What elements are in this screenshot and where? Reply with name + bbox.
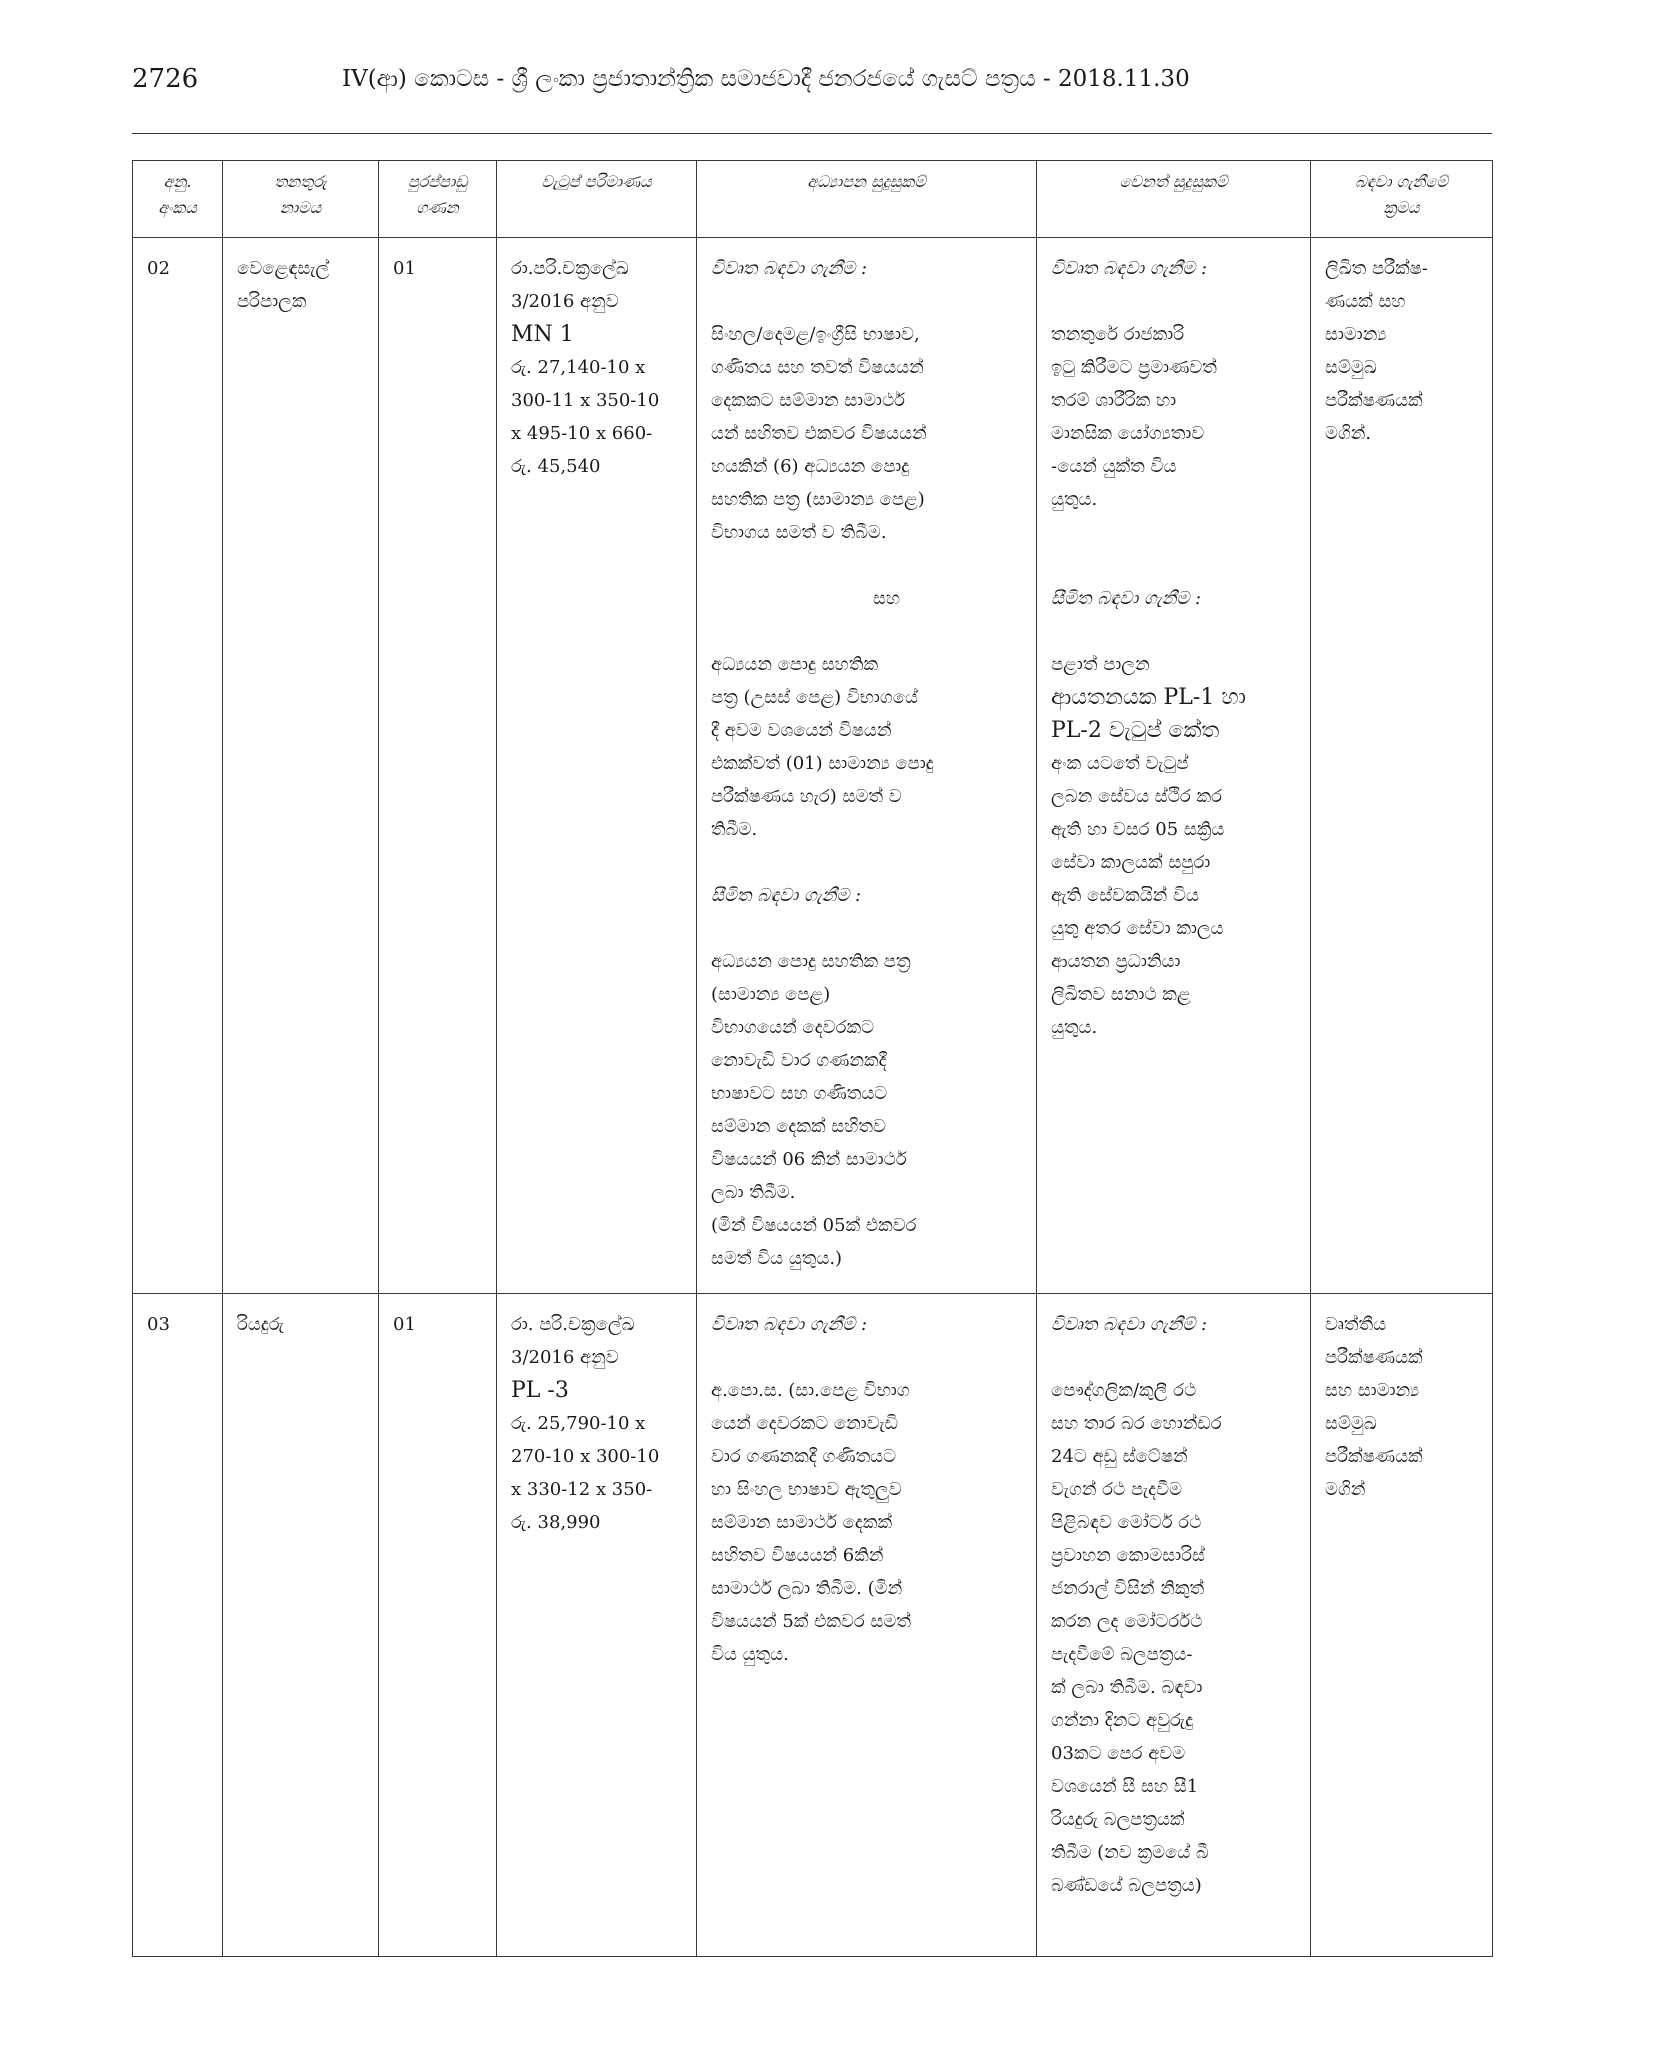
cell-text-line: ක් ලබා තිබීම. බඳවා — [1051, 1677, 1203, 1698]
vacancy-table — [132, 160, 1493, 1957]
cell-text-line: සාමාන්‍ය — [1325, 324, 1387, 345]
cell-text-line: තනතුරේ රාජකාරි — [1051, 324, 1185, 345]
page-number: 2726 — [132, 64, 199, 94]
cell-text-line: සම්මාන දෙකක් සහිතව — [711, 1116, 886, 1137]
cell-text-line: ගන්නා දිනට අවුරුදු — [1051, 1710, 1194, 1731]
blank-line — [711, 1341, 1022, 1374]
post-name-cell — [223, 238, 379, 1294]
section-heading: විවෘත බඳවා ගැනීම් : — [1051, 1314, 1208, 1335]
cell-text-line: සම්මුඛ — [1325, 1413, 1377, 1434]
header-recruitment-method: බඳවා ගැනීමේ ක්‍රමය — [1311, 161, 1493, 238]
serial-no-cell: 03 — [133, 1294, 223, 1957]
cell-text-line: රා. පරි.චක්‍රලේඛ — [511, 1314, 635, 1335]
cell-text-line: සේවා කාලයක් සපුරා — [1051, 852, 1211, 873]
cell-text-line: තරම් ශාරීරික හා — [1051, 390, 1177, 411]
cell-text-line: ජනරාල් විසින් නිකුත් — [1051, 1578, 1205, 1599]
cell-text-line: පත්‍ර (උසස් පෙළ) විභාගයේ — [711, 687, 918, 708]
cell-text-line: විභාගය සමත් ව තිබීම. — [711, 522, 887, 543]
cell-text-line: පිළිබඳව මෝටර් රථ — [1051, 1512, 1202, 1533]
cell-text-line: රා.පරි.චක්‍රලේඛ — [511, 258, 629, 279]
cell-text-line: (සාමාන්‍ය පෙළ) — [711, 984, 831, 1005]
blank-line — [1051, 516, 1296, 549]
section-heading: විවෘත බඳවා ගැනීම් : — [711, 1314, 868, 1335]
cell-text-line: වාර ගණනකදී ගණිතයට — [711, 1446, 897, 1467]
cell-text-line: හා සිංහල භාෂාව ඇතුලුව — [711, 1479, 902, 1500]
cell-text-line: මානසික යෝග්‍යතාව — [1051, 423, 1205, 444]
cell-text-line: විෂයයන් 06 කින් සාමාර්ථ — [711, 1149, 907, 1170]
cell-text-line: -යෙන් යුක්ත විය — [1051, 456, 1177, 477]
cell-text-line: යුතුය. — [1051, 1017, 1098, 1038]
education-cell — [697, 1294, 1037, 1957]
cell-text-line: සහතික පත්‍ර (සාමාන්‍ය පෙළ) — [711, 489, 925, 510]
cell-text-line: විෂයයන් 5ක් එකවර සමත් — [711, 1611, 911, 1632]
cell-text-line: පරීක්ෂණයක් — [1325, 1347, 1423, 1368]
header-salary-scale: වැටුප් පරිමාණය — [497, 161, 697, 238]
serial-no-cell: 02 — [133, 238, 223, 1294]
cell-text-line: විය යුතුය. — [711, 1644, 789, 1665]
header-other-qualifications: වෙනත් සුදුසුකම් — [1037, 161, 1311, 238]
vacancies-cell: 01 — [379, 1294, 497, 1957]
education-cell — [697, 238, 1037, 1294]
blank-line — [711, 549, 1022, 582]
blank-line — [711, 285, 1022, 318]
cell-text-line: සහිතව විෂයයන් 6කින් — [711, 1545, 884, 1566]
cell-text-line: තිබීම. — [711, 819, 758, 840]
cell-text-line: පරීක්ෂණය හැර) සමත් ව — [711, 786, 902, 807]
cell-text-line: යෙන් දෙවරකට නොවැඩි — [711, 1413, 898, 1434]
salary-scale-cell — [497, 1294, 697, 1957]
recruitment-method-cell — [1311, 238, 1493, 1294]
other-qualifications-cell — [1037, 1294, 1311, 1957]
table-row — [133, 1294, 1493, 1957]
cell-text-line: අ.පො.ස. (සා.පෙළ විභාග — [711, 1380, 910, 1401]
cell-text-line: ණයක් සහ — [1325, 291, 1406, 312]
cell-text-line: පෞද්ගලික/කුලී රථ — [1051, 1380, 1197, 1401]
header-serial-no: අනු. අංකය — [133, 161, 223, 238]
cell-text-line: ලබන සේවය ස්ථිර කර — [1051, 786, 1222, 807]
cell-text-line: රු. 45,540 — [511, 456, 601, 477]
cell-text-line: 24ට අඩු ස්ටේෂන් — [1051, 1446, 1188, 1467]
cell-text-line: අධ්‍යයන පොදු සහතික — [711, 654, 879, 675]
cell-text-line: x 495-10 x 660- — [511, 423, 653, 444]
cell-text-line: සහ තාර බර හොන්ඩර — [1051, 1413, 1222, 1434]
header-vacancies: පුරප්පාඩු ගණන — [379, 161, 497, 238]
cell-text-line: (මින් විෂයයන් 05ක් එකවර — [711, 1215, 917, 1236]
blank-line — [711, 615, 1022, 648]
cell-text-line: වැගන් රථ පැදවීම — [1051, 1479, 1183, 1500]
blank-line — [1051, 549, 1296, 582]
cell-text-line: සම්මාන සාමාර්ථ දෙකක් — [711, 1512, 893, 1533]
cell-text-line: PL-2 වැටුප් කේත — [1051, 718, 1220, 743]
page-header — [132, 58, 1492, 102]
cell-text-line: සහ සාමාන්‍ය — [1325, 1380, 1420, 1401]
cell-text-line: ලිඛිතව සනාථ කළ — [1051, 984, 1191, 1005]
cell-text-line: පරිපාලක — [237, 291, 307, 312]
section-heading: සීමිත බඳවා ගැනීම : — [711, 885, 862, 906]
cell-text-line: 270-10 x 300-10 — [511, 1446, 660, 1467]
cell-text-line: කරන ලද මෝටර්රථ — [1051, 1611, 1203, 1632]
section-heading: සීමිත බඳවා ගැනීම : — [1051, 588, 1202, 609]
section-heading: විවෘත බඳවා ගැනීම : — [1051, 258, 1208, 279]
cell-text-line: ගණිතය සහ තවත් විෂයයන් — [711, 357, 924, 378]
cell-text-line: වෙළෙඳසැල් — [237, 258, 330, 279]
cell-text-line: සාමාර්ථ ලබා තිබීම. (මින් — [711, 1578, 903, 1599]
cell-text-line: යන් සහිතව එකවර විෂයයන් — [711, 423, 927, 444]
header-divider — [132, 133, 1492, 134]
table-row — [133, 238, 1493, 1294]
post-name-cell — [223, 1294, 379, 1957]
cell-text-line: ප්‍රවාහන කොමසාරිස් — [1051, 1545, 1205, 1566]
cell-text-line: x 330-12 x 350- — [511, 1479, 653, 1500]
cell-text-line: විභාගයෙන් දෙවරකට — [711, 1017, 875, 1038]
table-header-row — [133, 161, 1493, 238]
cell-text-line: ආයතනයක PL-1 හා — [1051, 685, 1246, 710]
cell-text-line: නොවැඩි වාර ගණනකදී — [711, 1050, 887, 1071]
cell-text-line: එකක්වත් (01) සාමාන්‍ය පොදු — [711, 753, 934, 774]
cell-text-line: පළාත් පාලන — [1051, 654, 1150, 675]
cell-text-line: සහ — [872, 588, 901, 609]
cell-text-line: සිංහල/දෙමළ/ඉංග්‍රීසි භාෂාව, — [711, 324, 920, 345]
cell-text-line: භාෂාවට සහ ගණිතයට — [711, 1083, 888, 1104]
gazette-header-title: IV(ආ) කොටස - ශ්‍රී ලංකා ප්‍රජාතාන්ත්‍රික සමාජවාදී ජනරජයේ ගැසට් පත්‍රය - 2018.11.30 — [342, 66, 1190, 92]
cell-text-line: යුතුය. — [1051, 489, 1098, 510]
section-heading: විවෘත බඳවා ගැනීම : — [711, 258, 868, 279]
cell-text-line: 3/2016 අනුව — [511, 1347, 619, 1368]
cell-text-line: 300-11 x 350-10 — [511, 390, 660, 411]
other-qualifications-cell — [1037, 238, 1311, 1294]
recruitment-method-cell — [1311, 1294, 1493, 1957]
blank-line — [1051, 615, 1296, 648]
cell-text-line: 3/2016 අනුව — [511, 291, 619, 312]
vacancies-cell: 01 — [379, 238, 497, 1294]
cell-text-line: වශයෙන් සී සහ සී1 — [1051, 1776, 1199, 1797]
cell-text-line: රු. 25,790-10 x — [511, 1413, 646, 1434]
cell-text-line: යුතු අතර සේවා කාලය — [1051, 918, 1224, 939]
blank-line — [1051, 1341, 1296, 1374]
blank-line — [711, 846, 1022, 879]
salary-scale-cell — [497, 238, 697, 1294]
cell-text-line: මගින් — [1325, 1479, 1366, 1500]
cell-text-line: වෘත්තීය — [1325, 1314, 1387, 1335]
cell-text-line: දෙකකට සම්මාන සාමාර්ථ — [711, 390, 906, 411]
cell-text-line: 03කට පෙර අවම — [1051, 1743, 1186, 1764]
blank-line — [1051, 285, 1296, 318]
cell-text-line: පැදවීමේ බලපත්‍රය- — [1051, 1644, 1193, 1665]
cell-text-line: අංක යටතේ වැටුප් — [1051, 753, 1189, 774]
cell-text-line: රු. 38,990 — [511, 1512, 601, 1533]
cell-text-line: ඇති සේවකයින් විය — [1051, 885, 1199, 906]
cell-text-line: ඉටු කිරීමට ප්‍රමාණවත් — [1051, 357, 1217, 378]
cell-text-line: රියදුරු බලපත්‍රයක් — [1051, 1809, 1185, 1830]
cell-text-line: මගින්. — [1325, 423, 1372, 444]
header-education: අධ්‍යාපන සුදුසුකම් — [697, 161, 1037, 238]
cell-text-line: ලිඛිත පරීක්ෂ- — [1325, 258, 1428, 279]
cell-text-line: අධ්‍යයන පොදු සහතික පත්‍ර — [711, 951, 911, 972]
header-post-name: තනතුරු නාමය — [223, 161, 379, 238]
cell-text-line: බණ්ඩයේ බලපත්‍රය) — [1051, 1875, 1202, 1896]
cell-text-line: ලබා තිබීම. — [711, 1182, 796, 1203]
cell-text-line: දී අවම වශයෙන් විෂයන් — [711, 720, 892, 741]
cell-text-line: පරීක්ෂණයක් — [1325, 1446, 1423, 1467]
cell-text-line: රියදුරු — [237, 1314, 284, 1335]
cell-text-line: MN 1 — [511, 322, 574, 347]
cell-text-line: සම්මුඛ — [1325, 357, 1377, 378]
cell-text-line: ආයතන ප්‍රධානියා — [1051, 951, 1181, 972]
cell-text-line: පරීක්ෂණයක් — [1325, 390, 1423, 411]
cell-text-line: PL -3 — [511, 1378, 569, 1403]
cell-text-line: සමත් විය යුතුය.) — [711, 1248, 843, 1269]
cell-text-line: ඇති හා වසර 05 සක්‍රිය — [1051, 819, 1225, 840]
cell-text-line: තිබීම (නව ක්‍රමයේ බී — [1051, 1842, 1209, 1863]
cell-text-line: රු. 27,140-10 x — [511, 357, 646, 378]
cell-text-line: හයකින් (6) අධ්‍යයන පොදු — [711, 456, 910, 477]
blank-line — [711, 912, 1022, 945]
